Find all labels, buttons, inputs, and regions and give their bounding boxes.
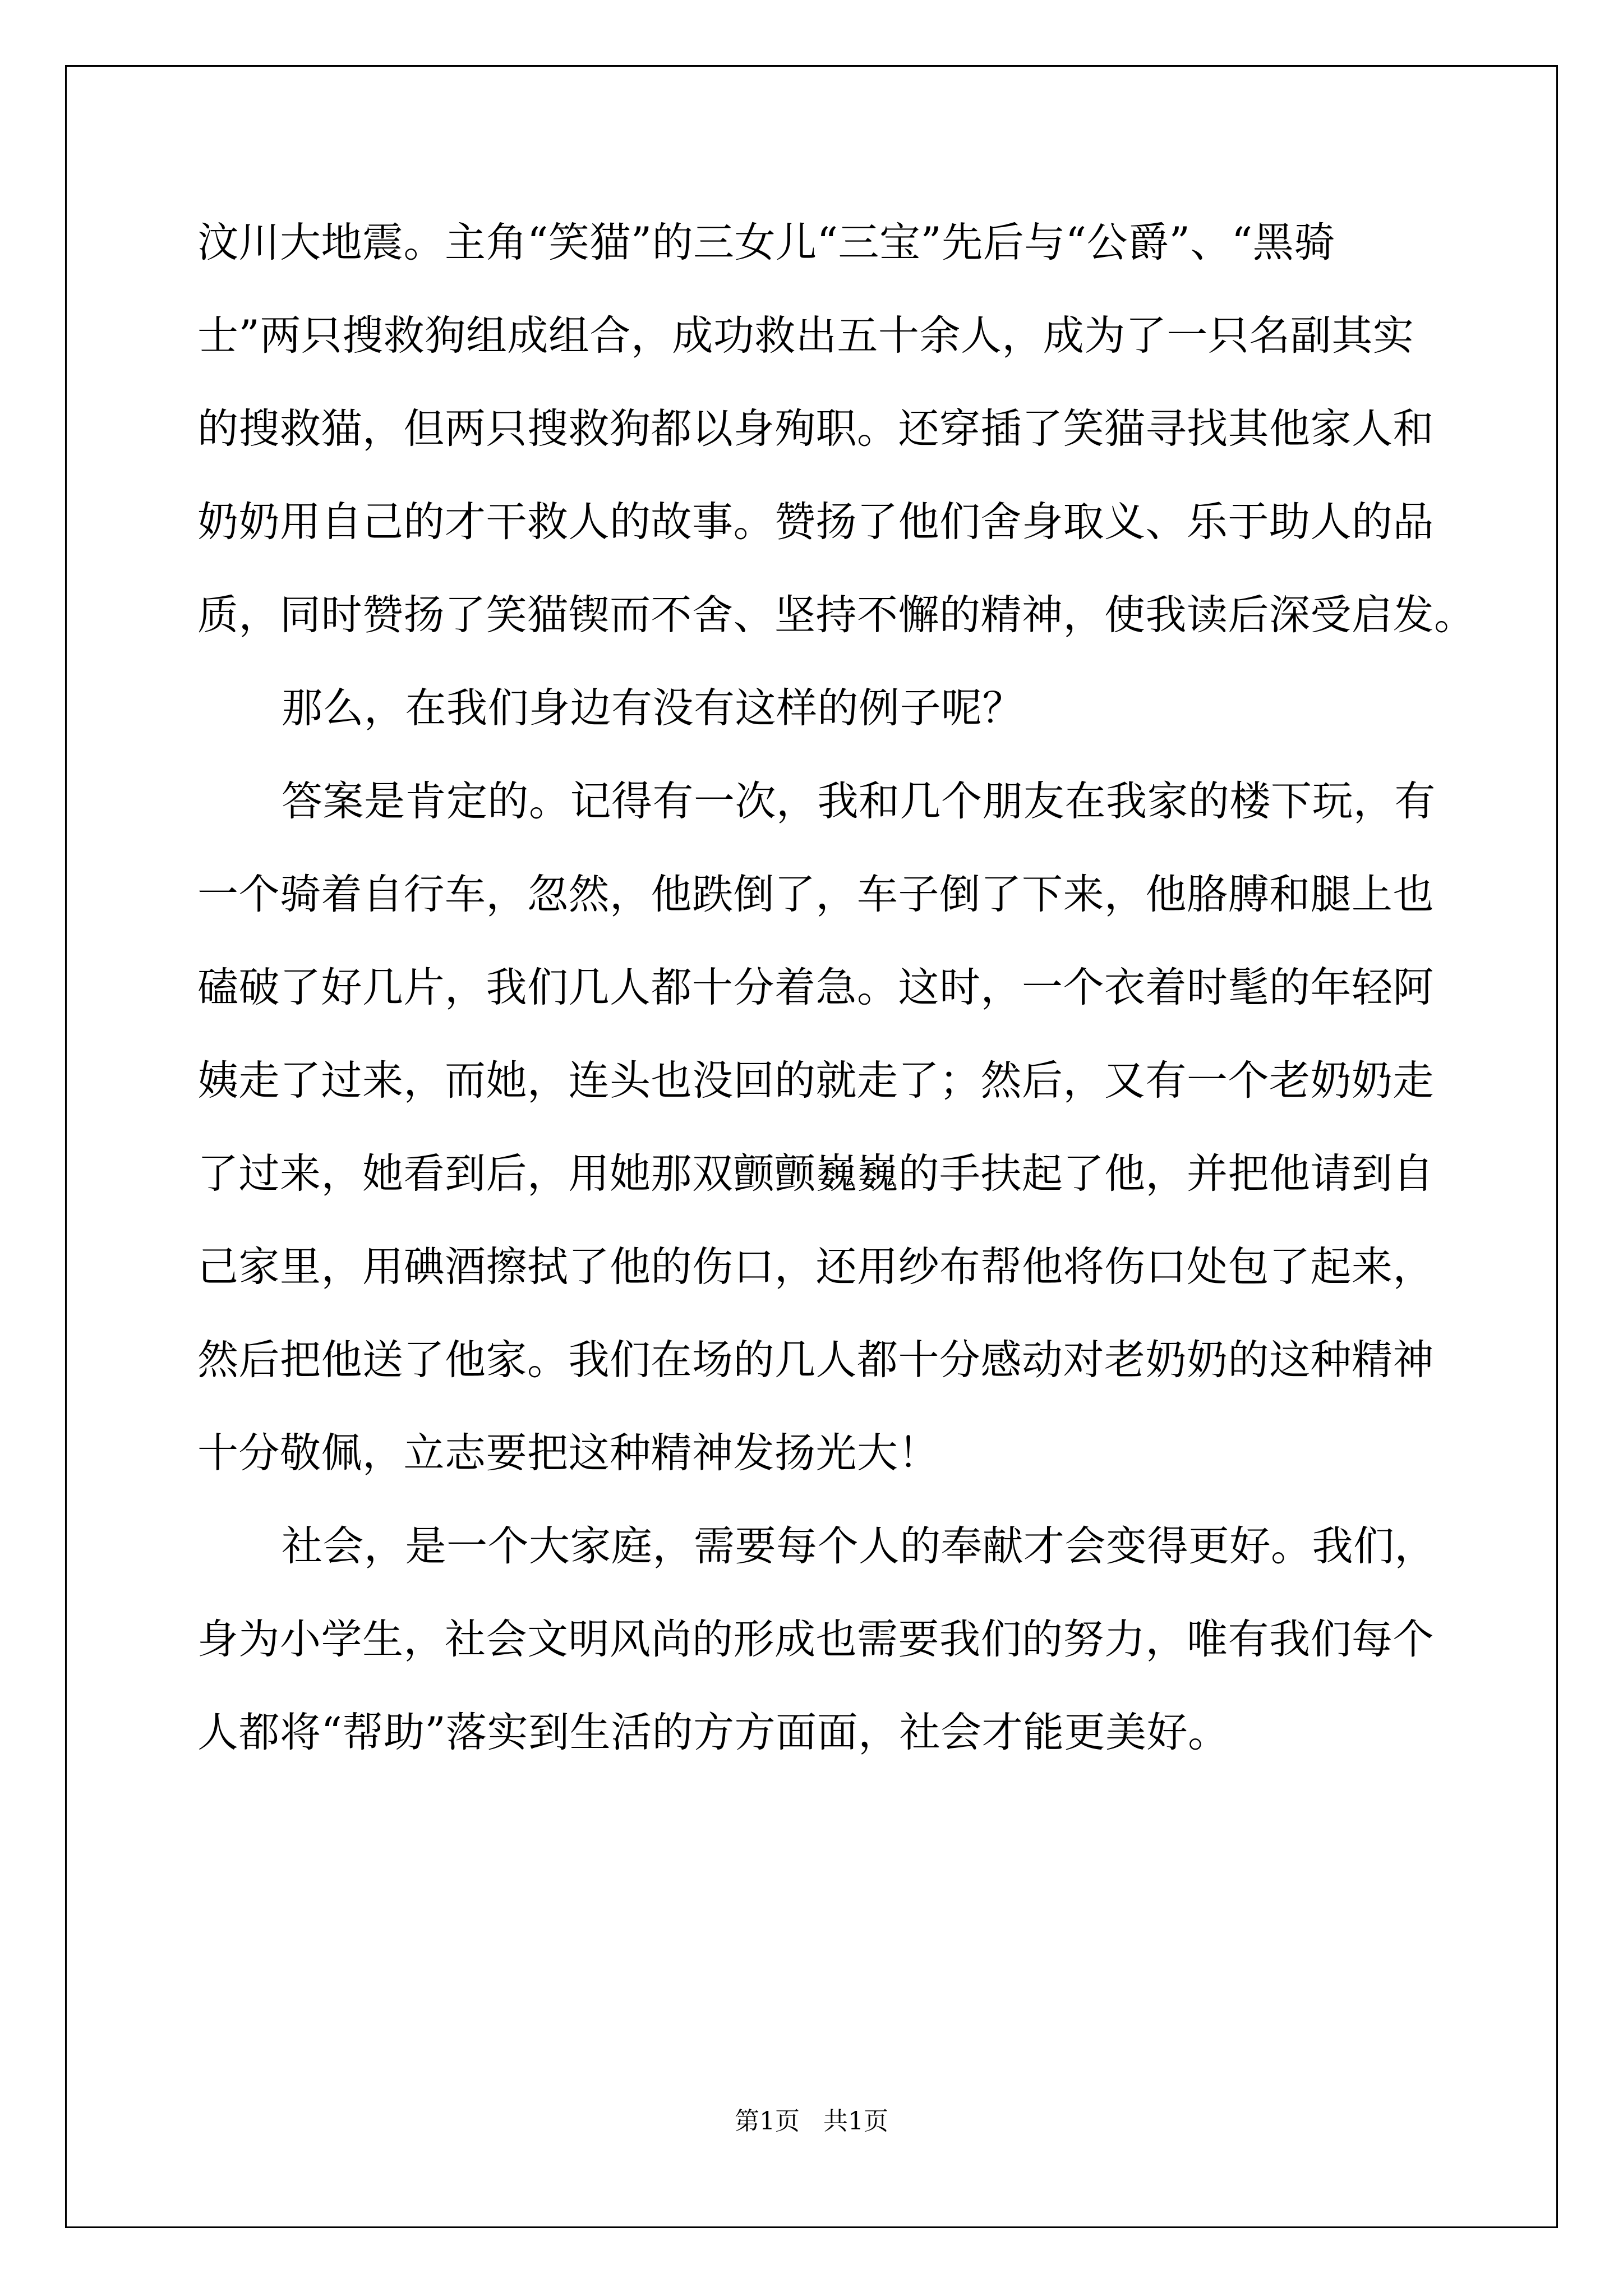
text-line: 士”两只搜救狗组成组合，成功救出五十余人，成为了一只名副其实: [197, 312, 1414, 360]
text-line: 一个骑着自行车，忽然，他跌倒了，车子倒了下来，他胳膊和腿上也: [197, 871, 1434, 918]
text-line: 姨走了过来，而她，连头也没回的就走了；然后，又有一个老奶奶走: [197, 1057, 1434, 1105]
text-line: 己家里，用碘酒擦拭了他的伤口，还用纱布帮他将伤口处包了起来，: [197, 1243, 1434, 1291]
text-line: 答案是肯定的。记得有一次，我和几个朋友在我家的楼下玩，有: [282, 777, 1436, 825]
text-line: 磕破了好几片，我们几人都十分着急。这时，一个衣着时髦的年轻阿: [197, 964, 1434, 1011]
text-line: 社会，是一个大家庭，需要每个人的奉献才会变得更好。我们，: [282, 1522, 1436, 1570]
text-line: 的搜救猫，但两只搜救狗都以身殉职。还穿插了笑猫寻找其他家人和: [197, 405, 1434, 453]
text-line: 了过来，她看到后，用她那双颤颤巍巍的手扶起了他，并把他请到自: [197, 1150, 1434, 1198]
text-line: 那么，在我们身边有没有这样的例子呢？: [282, 684, 1023, 732]
page-footer: 第1页 共1页: [735, 2107, 888, 2136]
text-line: 身为小学生，社会文明风尚的形成也需要我们的努力，唯有我们每个: [197, 1616, 1434, 1663]
text-line: 奶奶用自己的才干救人的故事。赞扬了他们舍身取义、乐于助人的品: [197, 498, 1434, 546]
text-line: 十分敬佩，立志要把这种精神发扬光大！: [197, 1429, 939, 1477]
text-line: 人都将“帮助”落实到生活的方方面面，社会才能更美好。: [197, 1709, 1229, 1756]
text-line: 汶川大地震。主角“笑猫”的三女儿“三宝”先后与“公爵”、“黑骑: [197, 219, 1335, 266]
text-line: 质，同时赞扬了笑猫锲而不舍、坚持不懈的精神，使我读后深受启发。: [197, 591, 1476, 639]
text-line: 然后把他送了他家。我们在场的几人都十分感动对老奶奶的这种精神: [197, 1336, 1434, 1384]
